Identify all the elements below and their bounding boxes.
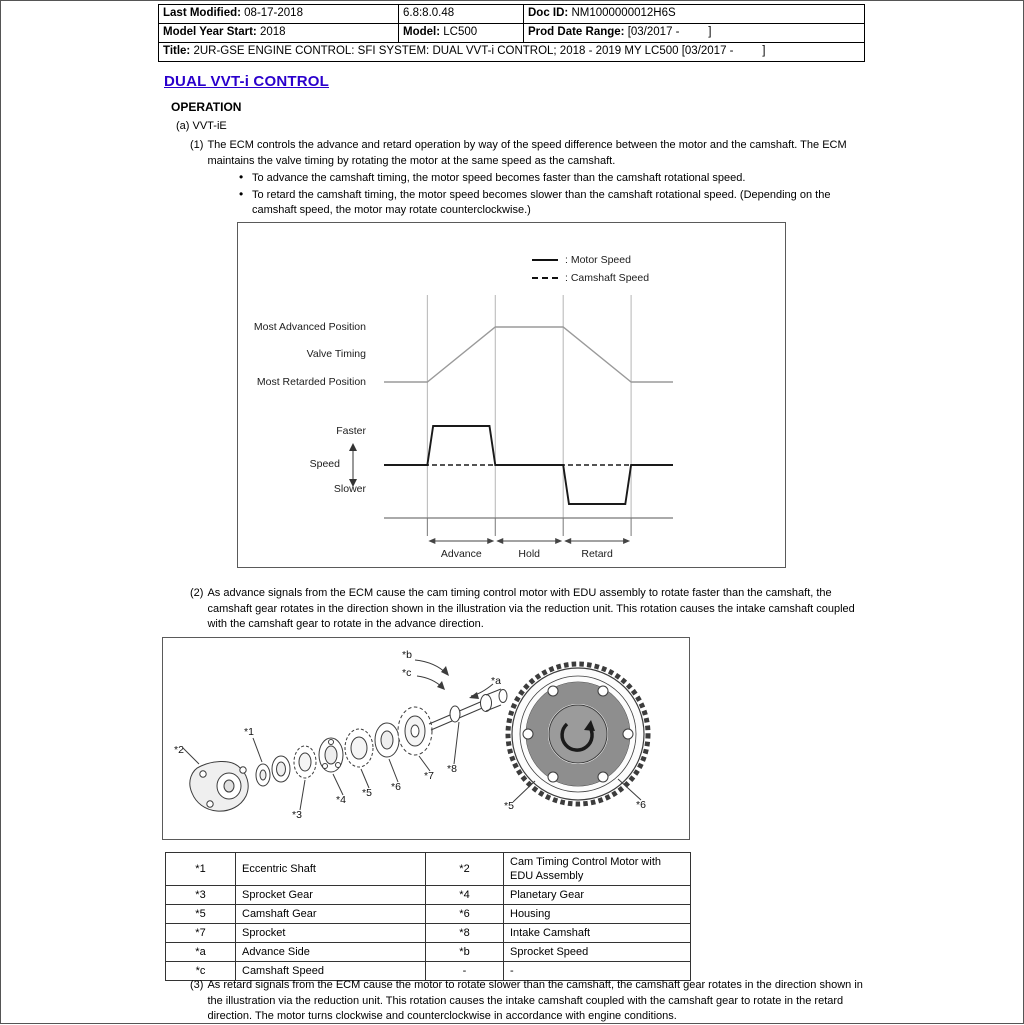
- model-value: LC500: [440, 26, 478, 38]
- part-ref: *a: [166, 943, 236, 962]
- table-row: [166, 924, 691, 943]
- version-value: 6.8:8.0.48: [403, 7, 455, 19]
- part-ref: *c: [166, 962, 236, 981]
- part-ref: -: [426, 962, 504, 981]
- callout-3: *3: [292, 809, 302, 821]
- label-faster: Faster: [336, 425, 366, 437]
- timing-chart: [237, 222, 786, 568]
- last-modified-cell: [159, 5, 399, 24]
- paragraph-2-text: As advance signals from the ECM cause the cam timing control motor with EDU assembly to rotate faster than the camshaft, the camshaft gear rotates in the direction shown in the illustration via the reduction unit. This rotation causes the intake camshaft coupled with the camshaft gear to rotate in the advance direction.: [207, 587, 855, 630]
- part-name: Camshaft Gear: [236, 905, 426, 924]
- callout-8: *8: [447, 763, 457, 775]
- header-row-1: [159, 5, 865, 24]
- header-row-2: [159, 24, 865, 43]
- part-name: Eccentric Shaft: [236, 853, 426, 886]
- bullet-item-retard: • To retard the camshaft timing, the motor speed becomes slower than the camshaft rotational speed. (Depending on the camshaft speed, the motor may rotate counterclockwise.): [239, 188, 855, 219]
- title-value: 2UR-GSE ENGINE CONTROL: SFI SYSTEM: DUAL VVT-i CONTROL; 2018 - 2019 MY LC500 [03/2017 - ]: [190, 45, 766, 57]
- part-ref: *6: [426, 905, 504, 924]
- model-year-label: Model Year Start:: [163, 26, 257, 38]
- page-title-link[interactable]: DUAL VVT-i CONTROL: [164, 73, 329, 90]
- callout-2: *2: [174, 744, 184, 756]
- parts-legend-table: [165, 852, 691, 981]
- part-ref: *b: [426, 943, 504, 962]
- part-ref: *4: [426, 886, 504, 905]
- legend-camshaft-speed: [532, 272, 649, 284]
- table-row: [166, 943, 691, 962]
- model-label: Model:: [403, 26, 441, 38]
- part-name: Sprocket Speed: [504, 943, 691, 962]
- bullet-list: [239, 171, 855, 220]
- prod-date-cell: [524, 24, 865, 43]
- doc-id-label: Doc ID:: [528, 7, 569, 19]
- part-name: Planetary Gear: [504, 886, 691, 905]
- part-ref: *3: [166, 886, 236, 905]
- paragraph-1-text: The ECM controls the advance and retard operation by way of the speed difference between the motor and the camshaft. The ECM maintains the valve timing by rotating the motor at the same speed as the camshaft.: [207, 139, 847, 167]
- part-ref: *8: [426, 924, 504, 943]
- label-most-retarded-position: Most Retarded Position: [256, 376, 366, 388]
- callout-4: *4: [336, 794, 346, 806]
- camshaft-speed-line-sample-icon: [532, 277, 558, 279]
- phase-label-retard: Retard: [581, 548, 613, 560]
- part-name: Intake Camshaft: [504, 924, 691, 943]
- last-modified-label: Last Modified:: [163, 7, 241, 19]
- document-header-table: [158, 4, 865, 62]
- timing-chart-canvas: [238, 223, 785, 567]
- header-row-3: [159, 43, 865, 62]
- callout-a: *a: [491, 675, 501, 687]
- paragraph-3: [190, 978, 870, 1025]
- part-name: Sprocket: [236, 924, 426, 943]
- legend-motor-speed: [532, 254, 631, 266]
- model-cell: [399, 24, 524, 43]
- arrow-right-icon: [623, 538, 630, 544]
- callout-6-right: *6: [636, 799, 646, 811]
- bullet-item-advance: • To advance the camshaft timing, the motor speed becomes faster than the camshaft rotational speed.: [239, 171, 855, 187]
- arrow-right-icon: [487, 538, 494, 544]
- callout-c: *c: [402, 667, 412, 679]
- arrow-left-icon: [428, 538, 435, 544]
- prod-date-label: Prod Date Range:: [528, 26, 625, 38]
- part-ref: *7: [166, 924, 236, 943]
- paragraph-2-number: (2): [190, 587, 204, 599]
- legend-camshaft-speed-label: : Camshaft Speed: [565, 272, 650, 284]
- operation-heading: OPERATION: [171, 100, 242, 114]
- part-name: Sprocket Gear: [236, 886, 426, 905]
- paragraph-2: [190, 586, 866, 633]
- part-ref: *2: [426, 853, 504, 886]
- callout-b: *b: [402, 649, 412, 661]
- table-row: [166, 886, 691, 905]
- label-speed: Speed: [309, 458, 340, 470]
- label-most-advanced-position: Most Advanced Position: [253, 321, 366, 333]
- part-name: Housing: [504, 905, 691, 924]
- paragraph-1: [190, 138, 866, 169]
- arrow-left-icon: [496, 538, 503, 544]
- doc-id-value: NM1000000012H6S: [568, 7, 676, 19]
- model-year-cell: [159, 24, 399, 43]
- legend-motor-speed-label: : Motor Speed: [565, 254, 631, 266]
- phase-label-advance: Advance: [440, 548, 482, 560]
- exploded-view-illustration: [162, 637, 690, 840]
- callout-7: *7: [424, 770, 434, 782]
- paragraph-1-number: (1): [190, 139, 204, 151]
- last-modified-value: 08-17-2018: [240, 7, 303, 19]
- part-name: Cam Timing Control Motor with EDU Assembly: [504, 853, 691, 886]
- part-name: Advance Side: [236, 943, 426, 962]
- exploded-view-drawing: [163, 638, 689, 839]
- part-name: -: [504, 962, 691, 981]
- callout-5: *5: [362, 787, 372, 799]
- arrow-right-icon: [555, 538, 562, 544]
- arrow-left-icon: [564, 538, 571, 544]
- paragraph-3-text: As retard signals from the ECM cause the motor to rotate slower than the camshaft, the camshaft gear rotates in the direction shown in the illustration via the reduction unit. This rotation causes the intake camshaft coupled with the camshaft gear to rotate in the retard direction. The motor turns clockwise and counterclockwise in accordance with engine conditions.: [207, 979, 863, 1022]
- paragraph-3-number: (3): [190, 979, 204, 991]
- table-row: [166, 853, 691, 886]
- phase-label-hold: Hold: [518, 548, 541, 560]
- title-cell: [159, 43, 865, 62]
- list-item-a: (a) VVT-iE: [176, 120, 227, 132]
- version-cell: [399, 5, 524, 24]
- title-label: Title:: [163, 45, 191, 57]
- part-ref: *1: [166, 853, 236, 886]
- speed-axis-arrow-icon: [349, 443, 357, 487]
- callout-6: *6: [391, 781, 401, 793]
- callout-1: *1: [244, 726, 254, 738]
- doc-id-cell: [524, 5, 865, 24]
- motor-speed-line-sample-icon: [532, 259, 558, 261]
- prod-date-value: [03/2017 - ]: [624, 26, 712, 38]
- model-year-value: 2018: [256, 26, 286, 38]
- part-name: Camshaft Speed: [236, 962, 426, 981]
- label-slower: Slower: [333, 483, 366, 495]
- table-row: [166, 905, 691, 924]
- part-ref: *5: [166, 905, 236, 924]
- label-valve-timing: Valve Timing: [306, 348, 366, 360]
- callout-5-right: *5: [504, 800, 514, 812]
